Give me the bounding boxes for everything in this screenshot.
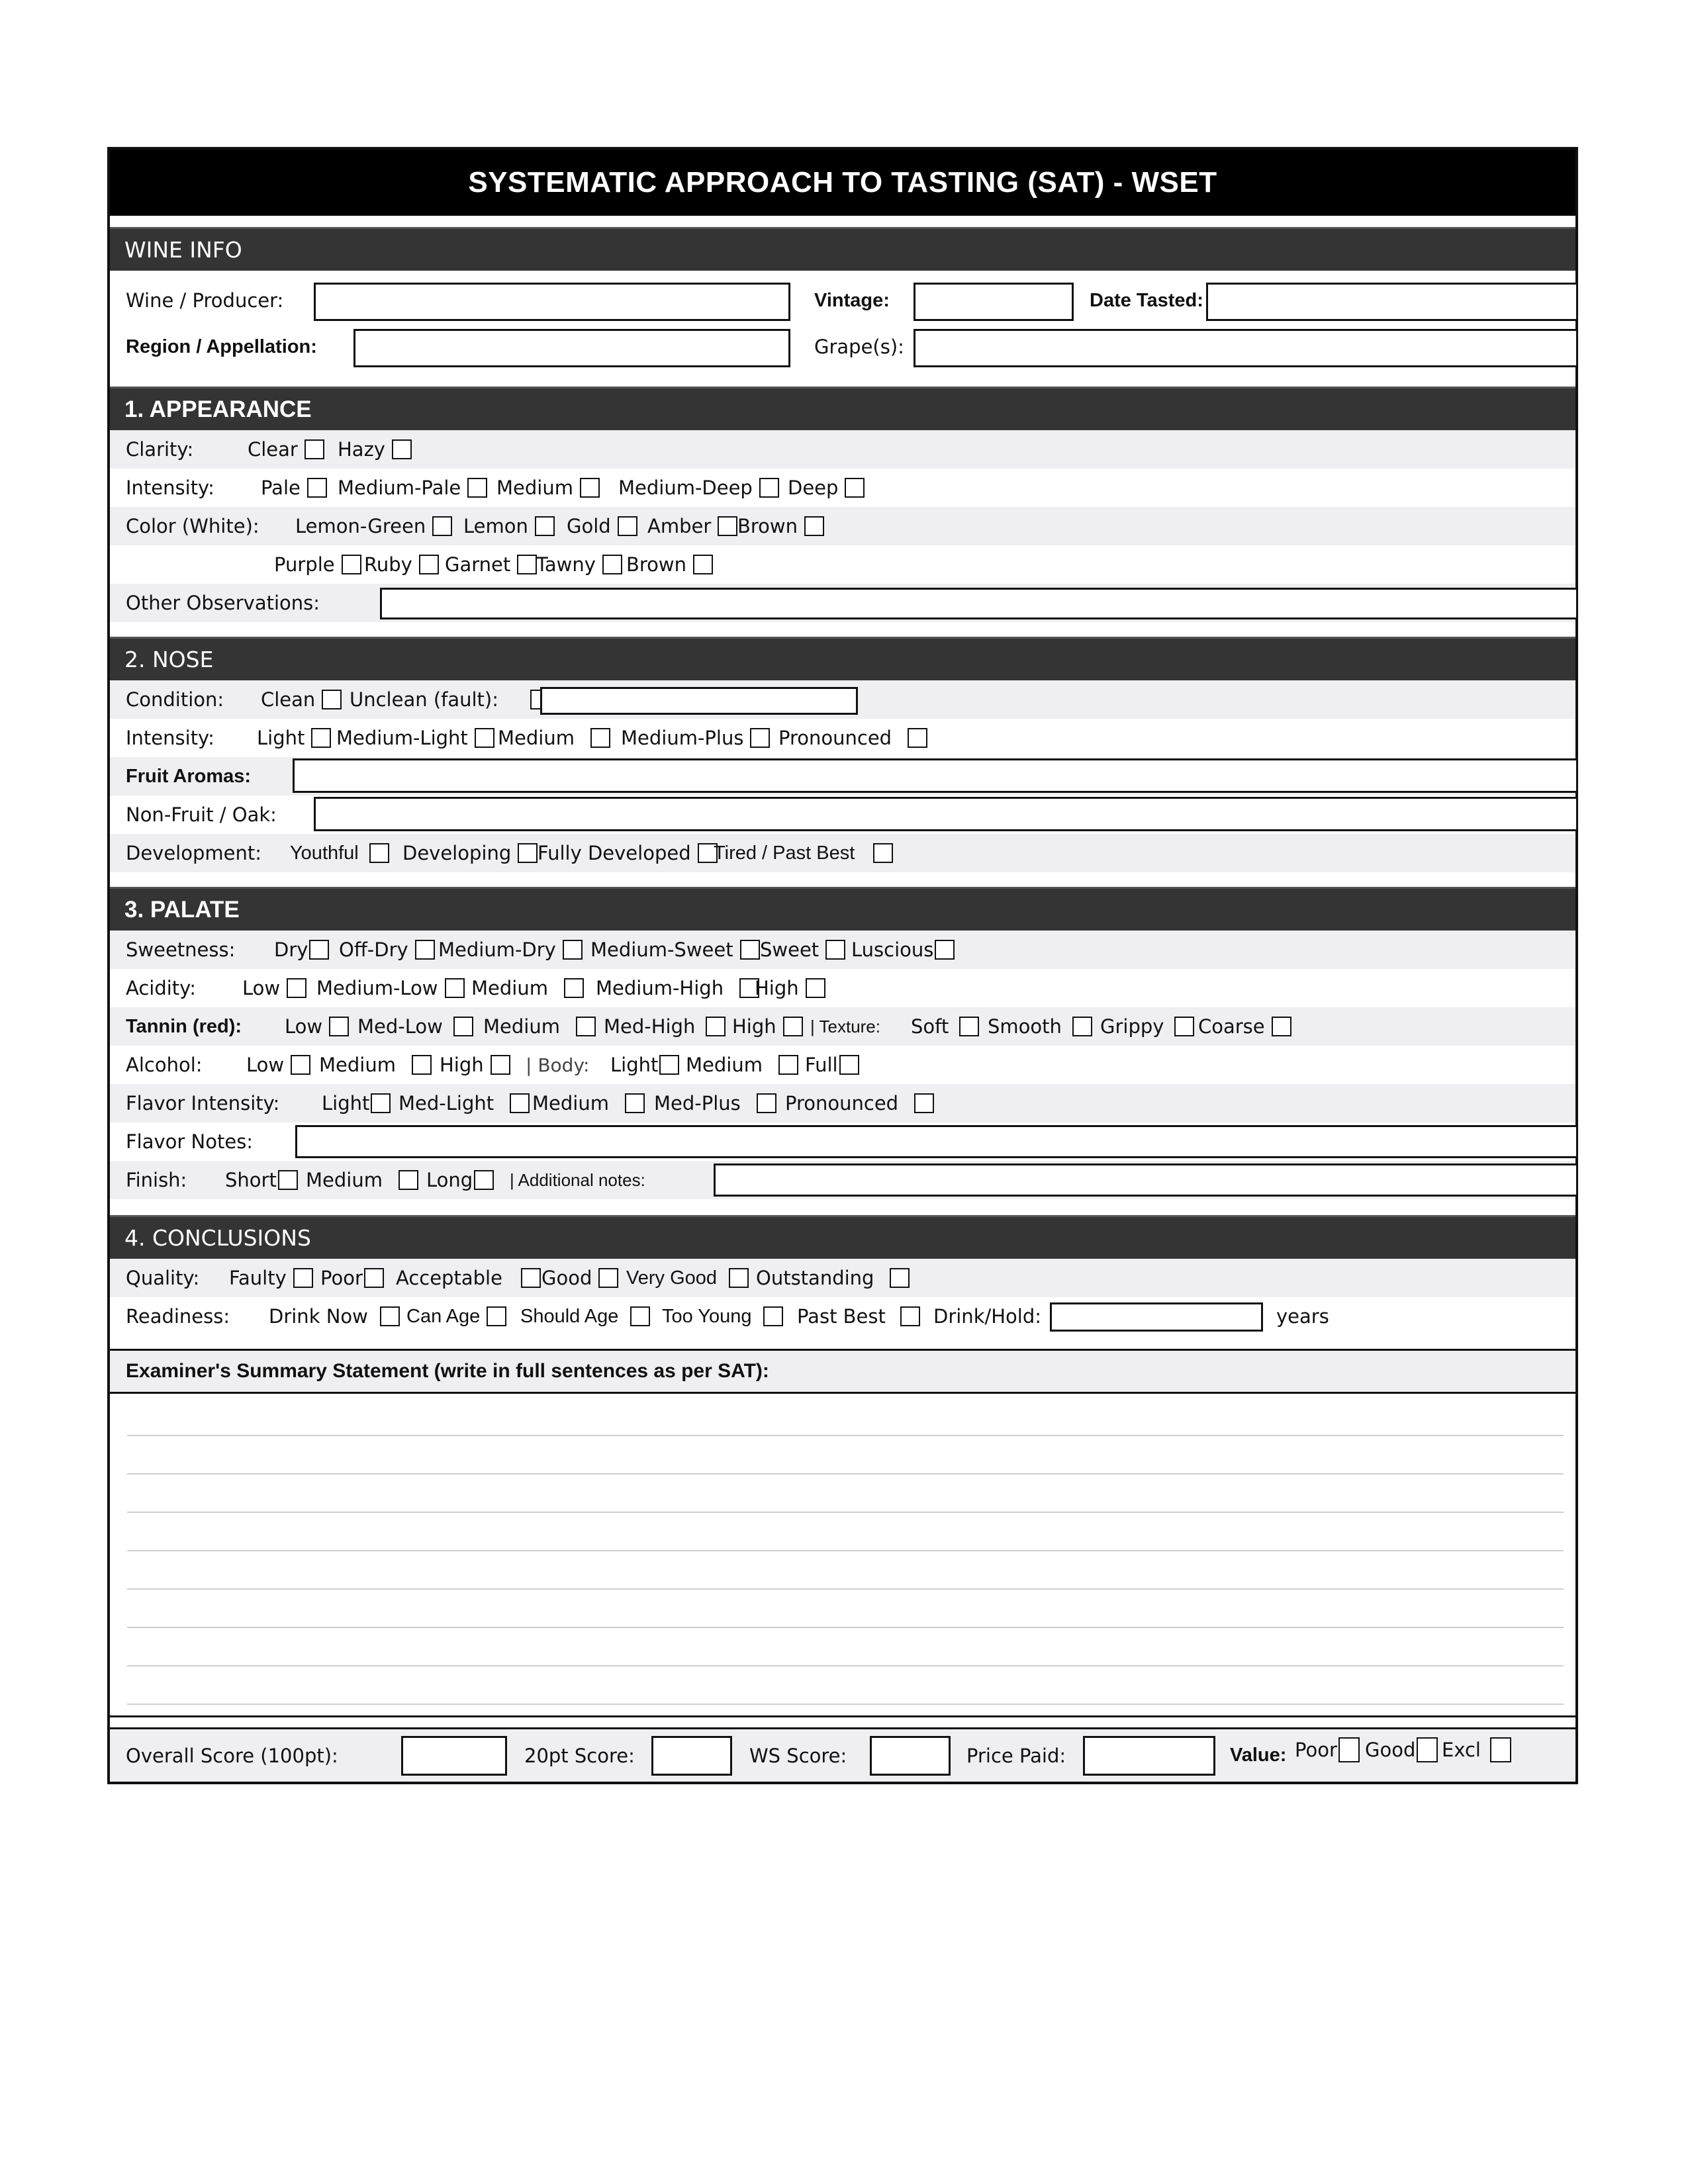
nose-intensity-pronounced[interactable]: Pronounced [778, 727, 927, 749]
row-wine-producer [110, 281, 1575, 320]
row-non-fruit [110, 796, 1575, 834]
row-flavor-intensity [110, 1084, 1575, 1122]
region-label: Region / Appellation: [126, 336, 317, 357]
readiness-drink-now[interactable]: Drink Now [269, 1305, 400, 1328]
app-intensity-deep[interactable]: Deep [788, 477, 865, 499]
quality-acceptable[interactable]: Acceptable [396, 1267, 541, 1289]
development-developing[interactable]: Developing [402, 842, 538, 864]
nose-intensity-label: Intensity: [126, 727, 214, 749]
ws-score-label: WS Score: [749, 1744, 847, 1767]
clarity-hazy-option[interactable]: Hazy [338, 438, 412, 461]
section-palate: 3. PALATE [110, 887, 1575, 931]
acidity-low[interactable]: Low [242, 977, 306, 999]
tannin-medium[interactable]: Medium [483, 1015, 596, 1038]
value-poor[interactable]: Poor [1295, 1737, 1360, 1762]
flavor-intensity-pronounced[interactable]: Pronounced [785, 1092, 934, 1115]
value-good[interactable]: Good [1365, 1737, 1438, 1762]
row-nose-intensity [110, 719, 1575, 757]
texture-coarse[interactable]: Coarse [1198, 1015, 1291, 1038]
row-alcohol [110, 1046, 1575, 1084]
price-paid-field[interactable] [1083, 1736, 1215, 1776]
finish-medium[interactable]: Medium [306, 1169, 418, 1191]
other-observations-field[interactable] [380, 588, 1578, 619]
sweetness-dry[interactable]: Dry [274, 938, 329, 961]
section-wine-info: WINE INFO [110, 227, 1575, 271]
clarity-clear-option[interactable]: Clear [248, 438, 324, 461]
vintage-label: Vintage: [814, 289, 890, 311]
row-summary-label [110, 1351, 1575, 1392]
date-tasted-field[interactable] [1206, 283, 1578, 321]
app-intensity-medium[interactable]: Medium [496, 477, 600, 499]
row-clarity [110, 430, 1575, 469]
quality-label: Quality: [126, 1267, 200, 1289]
row-readiness [110, 1297, 1575, 1336]
row-development [110, 834, 1575, 872]
body-full[interactable]: Full [805, 1054, 859, 1076]
acidity-label: Acidity: [126, 977, 196, 999]
app-intensity-label: Intensity: [126, 477, 214, 499]
section-nose: 2. NOSE [110, 637, 1575, 680]
body-light[interactable]: Light [610, 1054, 679, 1076]
finish-short[interactable]: Short [225, 1169, 298, 1191]
nose-intensity-medium[interactable]: Medium [498, 727, 610, 749]
quality-faulty[interactable]: Faulty [229, 1267, 313, 1289]
app-intensity-medium-deep[interactable]: Medium-Deep [618, 477, 779, 499]
value-excl[interactable]: Excl [1442, 1737, 1511, 1762]
section-conclusions: 4. CONCLUSIONS [110, 1215, 1575, 1259]
body-label: | Body: [526, 1054, 590, 1076]
twenty-pt-field[interactable] [651, 1736, 732, 1776]
row-other-observations [110, 584, 1575, 622]
body-medium[interactable]: Medium [686, 1054, 798, 1076]
color-purple[interactable]: Purple [274, 553, 361, 576]
nose-intensity-light[interactable]: Light [257, 727, 331, 749]
quality-outstanding[interactable]: Outstanding [756, 1267, 910, 1289]
price-paid-label: Price Paid: [966, 1744, 1066, 1767]
color-garnet[interactable]: Garnet [445, 553, 537, 576]
tannin-high[interactable]: High [732, 1015, 803, 1038]
date-tasted-label: Date Tasted: [1090, 289, 1203, 311]
grapes-field[interactable] [914, 329, 1578, 367]
overall-score-label: Overall Score (100pt): [126, 1744, 338, 1767]
row-color-white [110, 507, 1575, 545]
row-scores [110, 1729, 1575, 1782]
flavor-intensity-med-light[interactable]: Med-Light [399, 1092, 530, 1115]
sweetness-off-dry[interactable]: Off-Dry [339, 938, 435, 961]
texture-soft[interactable]: Soft [911, 1015, 979, 1038]
condition-unclean[interactable]: Unclean (fault): [350, 688, 550, 711]
app-intensity-medium-pale[interactable]: Medium-Pale [338, 477, 487, 499]
acidity-medium[interactable]: Medium [471, 977, 584, 999]
color-lemon-green[interactable]: Lemon-Green [295, 515, 452, 537]
readiness-past-best[interactable]: Past Best [797, 1305, 920, 1328]
color-tawny[interactable]: Tawny [536, 553, 622, 576]
sweetness-luscious[interactable]: Luscious [851, 938, 955, 961]
row-fruit-aromas [110, 757, 1575, 796]
color-gold[interactable]: Gold [567, 515, 637, 537]
color-lemon[interactable]: Lemon [463, 515, 555, 537]
alcohol-high[interactable]: High [440, 1054, 510, 1076]
texture-label: | Texture: [810, 1016, 880, 1036]
twenty-pt-label: 20pt Score: [524, 1744, 635, 1767]
acidity-medium-low[interactable]: Medium-Low [316, 977, 465, 999]
color-brown-white[interactable]: Brown [737, 515, 824, 537]
sweetness-label: Sweetness: [126, 938, 236, 961]
summary-label: Examiner's Summary Statement (write in full sentences as per SAT): [126, 1360, 769, 1382]
flavor-notes-label: Flavor Notes: [126, 1130, 254, 1153]
checkbox[interactable] [305, 439, 324, 459]
alcohol-medium[interactable]: Medium [319, 1054, 432, 1076]
development-fully-developed[interactable]: Fully Developed [538, 842, 718, 864]
tannin-low[interactable]: Low [285, 1015, 349, 1038]
sat-form [107, 147, 1578, 1784]
row-quality [110, 1259, 1575, 1297]
tannin-label: Tannin (red): [126, 1015, 242, 1037]
quality-very-good[interactable]: Very Good [626, 1267, 749, 1289]
row-color-red [110, 545, 1575, 584]
form-title: SYSTEMATIC APPROACH TO TASTING (SAT) - WSET [110, 150, 1575, 216]
drink-hold-label: Drink/Hold: [933, 1305, 1042, 1328]
row-acidity [110, 969, 1575, 1007]
fruit-aromas-field[interactable] [293, 758, 1578, 793]
row-app-intensity [110, 469, 1575, 507]
flavor-intensity-med-plus[interactable]: Med-Plus [654, 1092, 776, 1115]
overall-score-field[interactable] [401, 1736, 507, 1776]
color-amber[interactable]: Amber [647, 515, 737, 537]
years-label: years [1276, 1305, 1329, 1328]
condition-clean[interactable]: Clean [261, 688, 342, 711]
sweetness-medium-sweet[interactable]: Medium-Sweet [590, 938, 760, 961]
additional-notes-label: | Additional notes: [510, 1169, 645, 1190]
texture-grippy[interactable]: Grippy [1100, 1015, 1194, 1038]
readiness-label: Readiness: [126, 1305, 230, 1328]
section-appearance: 1. APPEARANCE [110, 387, 1575, 430]
non-fruit-label: Non-Fruit / Oak: [126, 803, 277, 826]
drink-hold-field[interactable] [1050, 1302, 1263, 1332]
quality-good[interactable]: Good [541, 1267, 618, 1289]
additional-notes-field[interactable] [714, 1163, 1578, 1197]
tannin-med-low[interactable]: Med-Low [357, 1015, 473, 1038]
app-intensity-pale[interactable]: Pale [261, 477, 327, 499]
region-field[interactable] [353, 329, 790, 367]
row-flavor-notes [110, 1122, 1575, 1161]
alcohol-label: Alcohol: [126, 1054, 203, 1076]
development-youthful[interactable]: Youthful [290, 842, 389, 864]
texture-smooth[interactable]: Smooth [988, 1015, 1092, 1038]
wine-producer-field[interactable] [314, 283, 790, 321]
row-sweetness [110, 931, 1575, 969]
readiness-should-age[interactable]: Should Age [520, 1306, 650, 1328]
acidity-medium-high[interactable]: Medium-High [596, 977, 759, 999]
flavor-intensity-light[interactable]: Light [322, 1092, 391, 1115]
flavor-notes-field[interactable] [295, 1125, 1578, 1158]
non-fruit-field[interactable] [314, 797, 1578, 831]
nose-intensity-medium-light[interactable]: Medium-Light [336, 727, 494, 749]
wine-producer-label: Wine / Producer: [126, 289, 284, 312]
row-region [110, 328, 1575, 366]
quality-poor[interactable]: Poor [320, 1267, 384, 1289]
color-white-label: Color (White): [126, 515, 259, 537]
grapes-label: Grape(s): [814, 336, 904, 358]
development-tired[interactable]: Tired / Past Best [714, 842, 893, 864]
row-finish [110, 1161, 1575, 1199]
alcohol-low[interactable]: Low [246, 1054, 310, 1076]
readiness-too-young[interactable]: Too Young [662, 1306, 783, 1328]
tannin-med-high[interactable]: Med-High [604, 1015, 726, 1038]
row-tannin [110, 1007, 1575, 1046]
checkbox[interactable] [392, 439, 412, 459]
clarity-label: Clarity: [126, 438, 194, 461]
flavor-intensity-medium[interactable]: Medium [532, 1092, 645, 1115]
fruit-aromas-label: Fruit Aromas: [126, 765, 252, 787]
ws-score-field[interactable] [870, 1736, 951, 1776]
sweetness-sweet[interactable]: Sweet [760, 938, 845, 961]
finish-long[interactable]: Long [426, 1169, 494, 1191]
color-brown-red[interactable]: Brown [626, 553, 713, 576]
vintage-field[interactable] [914, 283, 1074, 321]
flavor-intensity-label: Flavor Intensity: [126, 1092, 280, 1115]
row-condition [110, 680, 1575, 719]
value-label: Value: [1230, 1745, 1287, 1766]
color-ruby[interactable]: Ruby [364, 553, 439, 576]
sweetness-medium-dry[interactable]: Medium-Dry [438, 938, 583, 961]
finish-label: Finish: [126, 1169, 187, 1191]
readiness-can-age[interactable]: Can Age [406, 1306, 506, 1328]
acidity-high[interactable]: High [755, 977, 825, 999]
fault-field[interactable] [540, 687, 858, 715]
development-label: Development: [126, 842, 261, 864]
nose-intensity-medium-plus[interactable]: Medium-Plus [621, 727, 770, 749]
condition-label: Condition: [126, 688, 224, 711]
other-observations-label: Other Observations: [126, 592, 320, 614]
